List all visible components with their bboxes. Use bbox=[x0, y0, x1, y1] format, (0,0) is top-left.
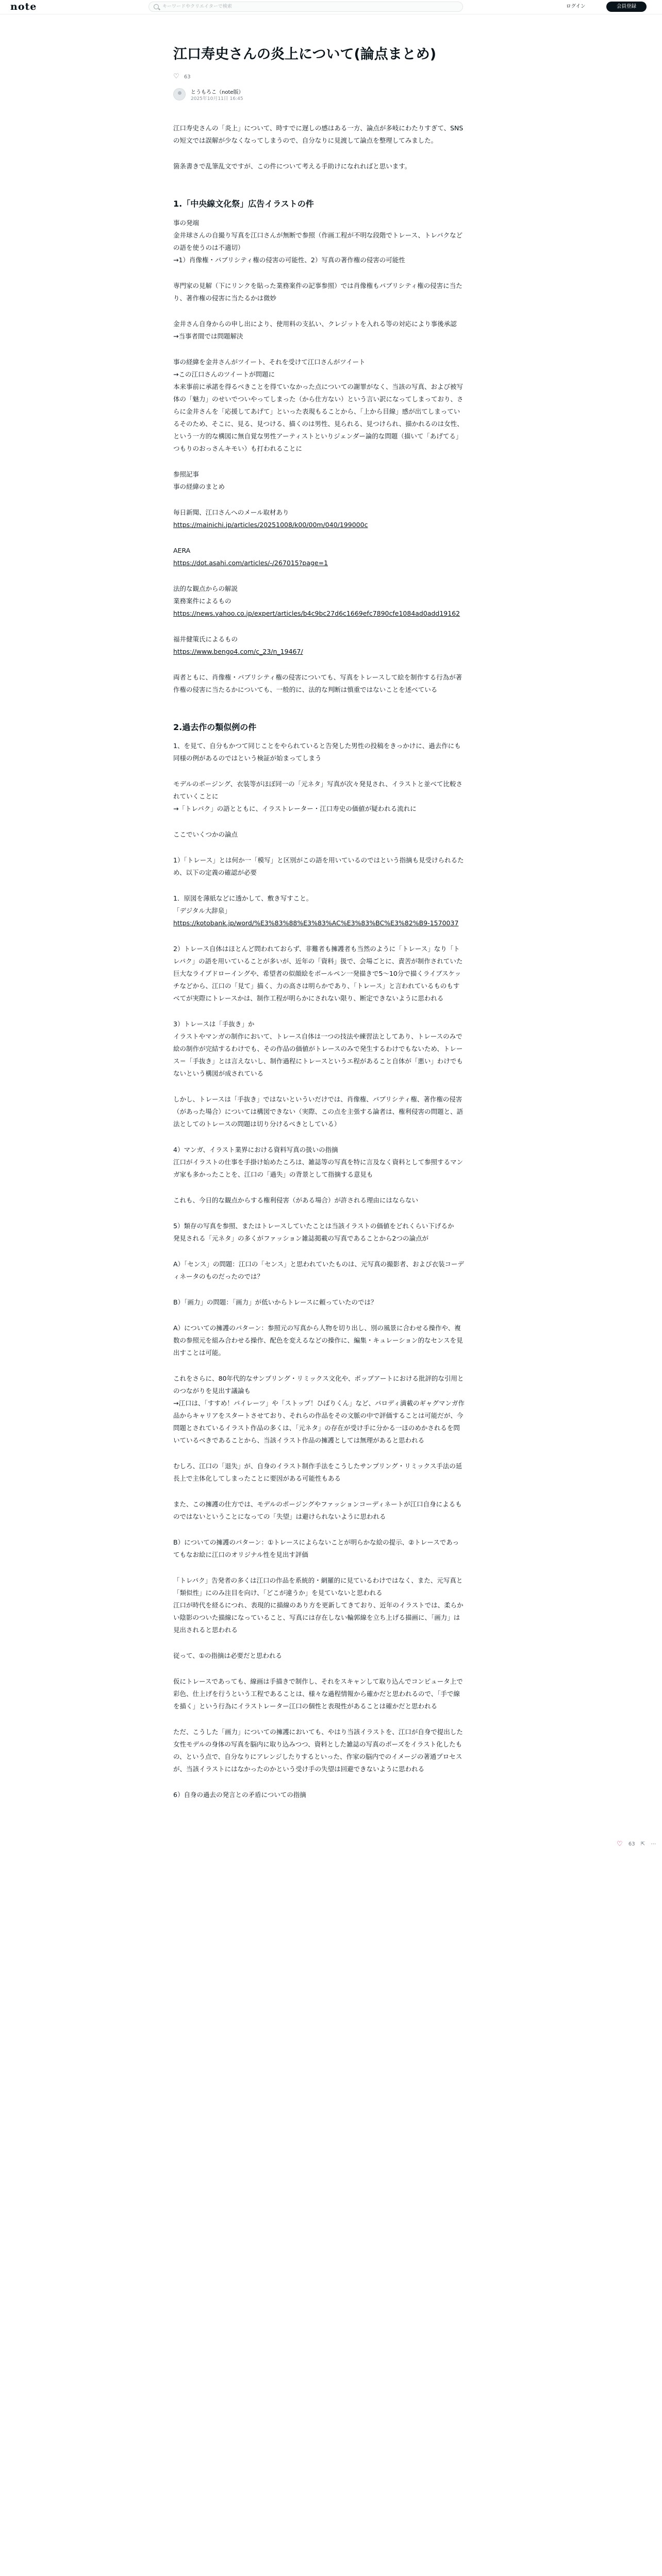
references-label: 参照記事 事の経緯のまとめ bbox=[173, 470, 225, 490]
body-paragraph: 1、を見て、自分もかつて同じことをやられていると告発した男性の投稿をきっかけに、過去作にも同様の例があるのではという検証が始まってしまう bbox=[173, 742, 461, 762]
body-paragraph: A）「センス」の問題：江口の「センス」と思われていたものは、元写真の撮影者、および衣装コーディネータのものだったのでは？ bbox=[173, 1260, 465, 1281]
reference-item bbox=[173, 545, 465, 569]
body-paragraph: ただ、こうした「画力」についての擁護においても、やはり当該イラストを、江口が自身で提出した女性モデルの身体の写真を脳内に取り込みつつ、資料とした雑誌の写真のポーズをイラスト化したもの、という点で、自分なりにアレンジしたりするといった、作家の脳内でのイメージの著通プロセスが、当該イラストにはなかったのかという受け手の失望は回避できないように思われる bbox=[173, 1728, 463, 1773]
body-paragraph: 専門家の見解（下にリンクを貼った業務案件の記事参照）では肖像権もパブリシティ権の侵害に当たり、著作権の侵害に当たるかは微妙 bbox=[173, 281, 462, 302]
body-paragraph: A）についての擁護のパターン：参照元の写真から人物を切り出し、別の風景に合わせる操作や、複数の参照元を組み合わせる操作、配色を変えるなどの操作に、編集・キュレーション的なセンスを見出すことは可能。 bbox=[173, 1324, 463, 1357]
like-row bbox=[173, 72, 465, 82]
definition-block bbox=[173, 892, 465, 929]
note-logo[interactable]: note bbox=[10, 1, 37, 12]
reference-label: 福井健策氏によるもの bbox=[173, 635, 238, 643]
publish-date: 2025年10月11日 16:45 bbox=[191, 96, 243, 102]
more-icon[interactable]: ⋯ bbox=[651, 1841, 656, 1847]
article-title: 江口寿史さんの炎上について(論点まとめ) bbox=[173, 46, 437, 62]
section-heading: 2.過去作の類似例の件 bbox=[173, 722, 257, 732]
article-body bbox=[173, 122, 465, 1801]
reference-item bbox=[173, 633, 465, 658]
body-paragraph: 4）マンガ、イラスト業界における資料写真の扱いの指摘 江口がイラストの仕事を手掛け始めたころは、雑誌等の写真を特に言及なく資料として参照するマンガ家も多かったことを、江口の「過失」の背景として指摘する意見も bbox=[173, 1146, 464, 1179]
body-paragraph: 1）「トレース」とは何か一「模写」と区別がこの語を用いているのではという指摘も見受けられるため、以下の定義の確認が必要 bbox=[173, 856, 464, 877]
body-paragraph: モデルのポージング、衣装等がほぼ同一の「元ネタ」写真が次々発見され、イラストと並べて比較されていくことに →「トレパク」の語とともに、イラストレーター・江口寿史の価値が疑われる流れに bbox=[173, 780, 462, 813]
section-heading: 1.「中央線文化祭」広告イラストの件 bbox=[173, 199, 314, 209]
definition-link[interactable]: https://kotobank.jp/word/%E3%83%88%E3%83%AC%E3%83%BC%E3%82%B9-1570037 bbox=[173, 919, 459, 927]
intro-paragraph: 江口寿史さんの「炎上」について、時すでに遅しの感はある一方、論点が多岐にわたりすぎて、SNSの短文では誤解が少なくなってしまうので、自分なりに見渡して論点を整理してみました。 bbox=[173, 124, 464, 145]
body-paragraph: B）「画力」の問題：「画力」が低いからトレースに頼っていたのでは？ bbox=[173, 1298, 377, 1307]
top-bar bbox=[0, 0, 662, 14]
body-paragraph: これも、今日的な観点からする権利侵害（がある場合）が許される理由にはならない bbox=[173, 1196, 419, 1205]
body-paragraph: 従って、①の指摘は必要だと思われる bbox=[173, 1652, 282, 1660]
body-paragraph: 5）類存の写真を参照、またはトレースしていたことは当該イラストの価値をどれくらい下げるか 発見される「元ネタ」の多くがファッション雑誌掲載の写真であることから2つの論点が bbox=[173, 1222, 454, 1243]
reference-link[interactable]: https://www.bengo4.com/c_23/n_19467/ bbox=[173, 647, 303, 655]
body-paragraph: ここでいくつかの論点 bbox=[173, 831, 238, 839]
article bbox=[173, 44, 465, 1815]
body-paragraph: 事の経緯を金井さんがツイート、それを受けて江口さんがツイート →この江口さんのツイートが問題に 本来事前に承諾を得るべきことを得ていなかった点についての謝罪がなく、当該の写真、および被写体の「魅力」のせいでついやってしまった（から仕方ない）という言い訳になってしまっており、さらに金井さんを「応援してあげて」といった表現もることから、「上から目線」感が出てしまっているそのため、そこに、見る、見つける、描くのは男性、見られる、見つけられ、描かれるのは女性、という一方的な構図に無自覚な男性アーティストといりジェンダー論的な問題（描いて「あげてる」つもりのおっさんキモい）も打われることに bbox=[173, 358, 464, 452]
login-link[interactable]: ログイン bbox=[566, 4, 586, 9]
author-name[interactable]: とうもろこ（note版） bbox=[191, 90, 244, 96]
body-paragraph: 「トレパク」告発者の多くは江口の作品を系統的・網羅的に見ているわけではなく、また、元写真と「類似性」にのみ注目を向け、「どこが違うか」を見ていないと思われる 江口が時代を経るにつれ、表現的に描線のあり方を更新してきており、近年のイラストでは、柔らかい陰影のついた描線になっていること、写真には存在しない輪郭線を立ち上げる描画に、「画力」は見出されると思われる bbox=[173, 1577, 464, 1634]
reference-item bbox=[173, 506, 465, 531]
heart-icon[interactable]: ♡ bbox=[617, 1840, 623, 1848]
reference-label: 毎日新聞、江口さんへのメール取材あり bbox=[173, 508, 289, 516]
definition-text: 1．原図を薄紙などに透かして、敷き写すこと。 「デジタル大辞泉」 bbox=[173, 894, 313, 915]
reference-label: 法的な観点からの解説 業務案件によるもの bbox=[173, 584, 238, 605]
avatar[interactable] bbox=[173, 88, 186, 100]
reference-label: AERA bbox=[173, 546, 191, 554]
heart-icon[interactable]: ♡ bbox=[173, 73, 179, 81]
reference-link[interactable]: https://mainichi.jp/articles/20251008/k00/00m/040/199000c bbox=[173, 520, 368, 529]
body-paragraph: しかし、トレースは「手抜き」ではないといういだけでは、肖像権、パブリシティ権、著作権の侵害（があった場合）については構図できない（実際、この点を主張する論者は、権利侵害の問題と、語法としてのトレースの問題は切り分けるべきとしている） bbox=[173, 1095, 464, 1128]
floating-actions bbox=[617, 1840, 660, 1851]
signup-button[interactable]: 会員登録 bbox=[606, 2, 647, 12]
search-box[interactable] bbox=[148, 2, 463, 12]
body-paragraph: 事の発端 金井球さんの自撮り写真を江口さんが無断で参照（作画工程が不明な段階でトレース、トレパクなどの語を使うのは不適切） →1）肖像権・パブリシティ権の侵害の可能性、2）写真の著作権の侵害の可能性 bbox=[173, 218, 463, 264]
floating-like-count: 63 bbox=[628, 1841, 635, 1847]
body-paragraph: 両者ともに、肖像権・パブリシティ権の侵害についても、写真をトレースして絵を制作する行為が著作権の侵害に当たるかについても、一般的に、法的な判断は慎重ではないことを述べている bbox=[173, 673, 462, 693]
search-icon bbox=[154, 4, 159, 9]
share-icon[interactable]: ⇱ bbox=[640, 1841, 646, 1847]
author-block bbox=[173, 87, 465, 103]
body-paragraph: 仮にトレースであっても、線画は手描きで制作し、それをスキャンして取り込んでコンピュータ上で彩色、仕上げを行うという工程であることは、様々な過程情報から確かだと思われるので、「手で線を描く」という行為にイラストレーター江口の個性と表現性があることは確かだと思われる bbox=[173, 1677, 463, 1710]
search-input[interactable] bbox=[162, 3, 451, 10]
reference-link[interactable]: https://news.yahoo.co.jp/expert/articles/b4c9bc27d6c1669efc7890cfe1084ad0add19162 bbox=[173, 609, 460, 617]
body-paragraph: また、この擁護の仕方では、モデルのポージングやファッションコーディネートが江口自身によるものではないということになっての「失望」は避けられないように思われる bbox=[173, 1500, 462, 1521]
like-count: 63 bbox=[184, 74, 191, 80]
body-paragraph: B）についての擁護のパターン：①トレースによらないことが明らかな絵の提示、②トレースであってもなお絵に江口のオリジナル性を見出す評価 bbox=[173, 1538, 459, 1559]
intro-paragraph: 箇条書きで乱筆乱文ですが、この件について考える手助けになれればと思います。 bbox=[173, 162, 411, 171]
body-paragraph: 金井さん自身からの申し出により、使用料の支払い、クレジットを入れる等の対応により事後承認 →当事者間では問題解決 bbox=[173, 319, 457, 340]
reference-link[interactable]: https://dot.asahi.com/articles/-/267015?page=1 bbox=[173, 558, 328, 567]
body-paragraph: むしろ、江口の「退失」が、自身のイラスト制作手法をこうしたサンプリング・リミックス手法の延長上で主体化してしまったことに要因がある可能性もある bbox=[173, 1462, 462, 1483]
body-paragraph: 2）トレース自体はほとんど問われておらず、非難者も擁護者も当然のように「トレース」なり「トレパク」の語を用いていることが多いが、近年の「資料」扱で、会場ごとに、責苦が制作されていた巨大なライブドローイングや、希望者の似顔絵をボールペン一発描きで5〜10分で描くライブスケッチなどから、江口の「見て」描く、力の高さは明らかであり、「トレース」と言われているものもすべてが実際にトレースかは、制作工程が明らかにされない限り、断定できないように思われる bbox=[173, 945, 463, 1003]
body-paragraph: 3）トレースは「手抜き」か イラストやマンガの制作において、トレース自体は一つの技法や練習法としてあり、トレースのみで絵の制作が完結するわけでも、その作品の価値がトレースのみで発生するわけでもないため、トレース＝「手抜き」とは言えないし、制作過程にトレースというエ程があること自体が「悪い」わけでもないという構図が成されている bbox=[173, 1020, 463, 1078]
body-paragraph: 6）自身の過去の発言との矛盾についての指摘 bbox=[173, 1791, 306, 1799]
body-paragraph: これをさらに、80年代的なサンプリング・リミックス文化や、ポップアートにおける批評的な引用とのつながりを見出す議論も →江口は、「すすめ！パイレーツ」や「ストップ！ひばりくん」など、パロディ満載のギャグマンガ作品からキャリアをスタートさせており、それらの作品をその文脈の中で評価することは可能だが、今問題とされているイラスト作品の多くは、「元ネタ」の存在が受け手に分かる一ほのめかされるを問いているべきであることから、当該イラスト作品の擁護としては無理があると思われる bbox=[173, 1375, 465, 1445]
reference-item bbox=[173, 583, 465, 620]
